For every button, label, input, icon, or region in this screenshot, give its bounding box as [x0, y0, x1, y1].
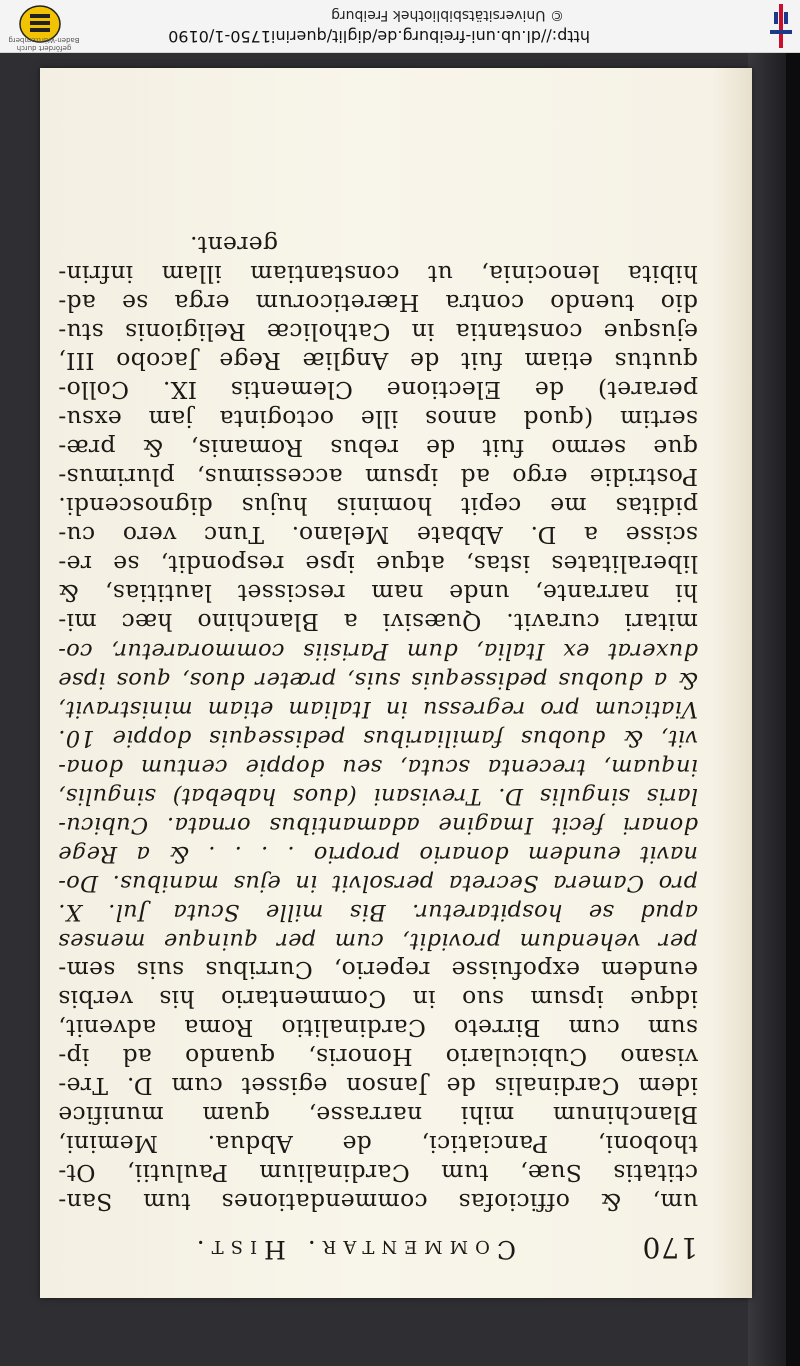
- text-line: donari fecit Imagine adamantibus ornata. Cubicu-: [58, 812, 698, 838]
- ub-freiburg-logo-icon: [770, 4, 792, 48]
- text-line: mitari curavit. Quæsivi a Blanchino hæc mi-: [58, 608, 698, 636]
- text-line: & a duobus pedissequis suis, præter duos, quos ipse: [58, 667, 698, 693]
- text-line: sertim (quod annos ille octoginta jam exsu-: [58, 405, 698, 433]
- text-line: thoboni, Panciatici, de Abdua. Memini,: [58, 1130, 698, 1158]
- running-head: [58, 1230, 698, 1264]
- text-line: idem Cardinalis de Janson egisset cum D. Tre-: [58, 1072, 698, 1100]
- text-line: que sermo fuit de rebus Romanis, & præ-: [58, 434, 698, 462]
- text-line: liberalitates istas, atque ipse respondit, se re-: [58, 550, 698, 578]
- book-cover-edge: [748, 0, 800, 1366]
- text-lines: [58, 230, 698, 1216]
- cover-stripe: [786, 0, 800, 1366]
- text-line: idque ipsum suo in Commentario his verbis: [58, 985, 698, 1013]
- text-line: hibita lenocinia, ut constantiam illam infrin-: [58, 260, 698, 288]
- source-url[interactable]: http://dl.ub.uni-freiburg.de/diglit/querini1750-1/0190: [168, 27, 590, 46]
- text-line: laris singulis D. Trevisani (duos habebat) singulis,: [58, 783, 698, 809]
- text-line: Blanchinum mihi narrasse, quam munifice: [58, 1101, 698, 1129]
- text-line: dio tuendo contra Hæreticorum erga se ad-: [58, 289, 698, 317]
- library-watermark-bar: [0, 0, 800, 53]
- text-line: sum cum Birreto Cardinalitio Roma advenit,: [58, 1014, 698, 1042]
- library-name: © Universitätsbibliothek Freiburg: [331, 7, 564, 23]
- text-line: Postridie ergo ad ipsum accessimus, plurimus-: [58, 463, 698, 491]
- page-text-block: [58, 230, 698, 1264]
- text-line: duxerat ex Italia, dum Parisiis commoraretur, co-: [58, 638, 698, 664]
- running-head-title: Commentar. Hist.: [189, 1235, 516, 1264]
- text-line: ctitatis Suæ, tum Cardinalium Paulutii, Ot-: [58, 1159, 698, 1187]
- text-line: Viaticum pro regressu in Italiam etiam ministravit,: [58, 696, 698, 722]
- text-line: peraret) de Electione Clementis IX. Collo-: [58, 376, 698, 404]
- text-line: piditas me cepit hominis hujus dignoscendi.: [58, 492, 698, 520]
- text-line: ejusque constantia in Catholicæ Religionis stu-: [58, 318, 698, 346]
- text-line: scisse a D. Abbate Melano. Tunc vero cu-: [58, 521, 698, 549]
- text-line: hi narrante, unde nam rescisset lautitias, &: [58, 579, 698, 607]
- text-line: um, & officiofas commendationes tum San-: [58, 1188, 698, 1216]
- text-line: per vehendum providit, cum per quinque menses: [58, 928, 698, 954]
- text-line: gerent.: [189, 231, 278, 259]
- page-number: 170: [641, 1231, 698, 1264]
- text-line: eundem expofuisse reperio, Curribus suis sem-: [58, 956, 698, 984]
- text-line: visano Cubiculario Honoris, quando ad ip-: [58, 1043, 698, 1071]
- sponsor-caption: gefördert durch Baden-Württemberg: [8, 36, 80, 52]
- text-line: apud se hospitaretur. Bis mille Scuta Jul. X.: [58, 899, 698, 925]
- text-line: pro Camera Secreta persolvit in ejus manibus. Do-: [58, 870, 698, 896]
- text-line: navit eundem donario proprio . . . . & a Rege: [58, 841, 698, 867]
- text-line: inquam, trecenta scuta, seu doppie centum dona-: [58, 754, 698, 780]
- text-line: vit, & duobus familiaribus pedissequis doppie 10.: [58, 725, 698, 751]
- text-line: quutus etiam fuit de Angliæ Rege Jacobo III,: [58, 347, 698, 375]
